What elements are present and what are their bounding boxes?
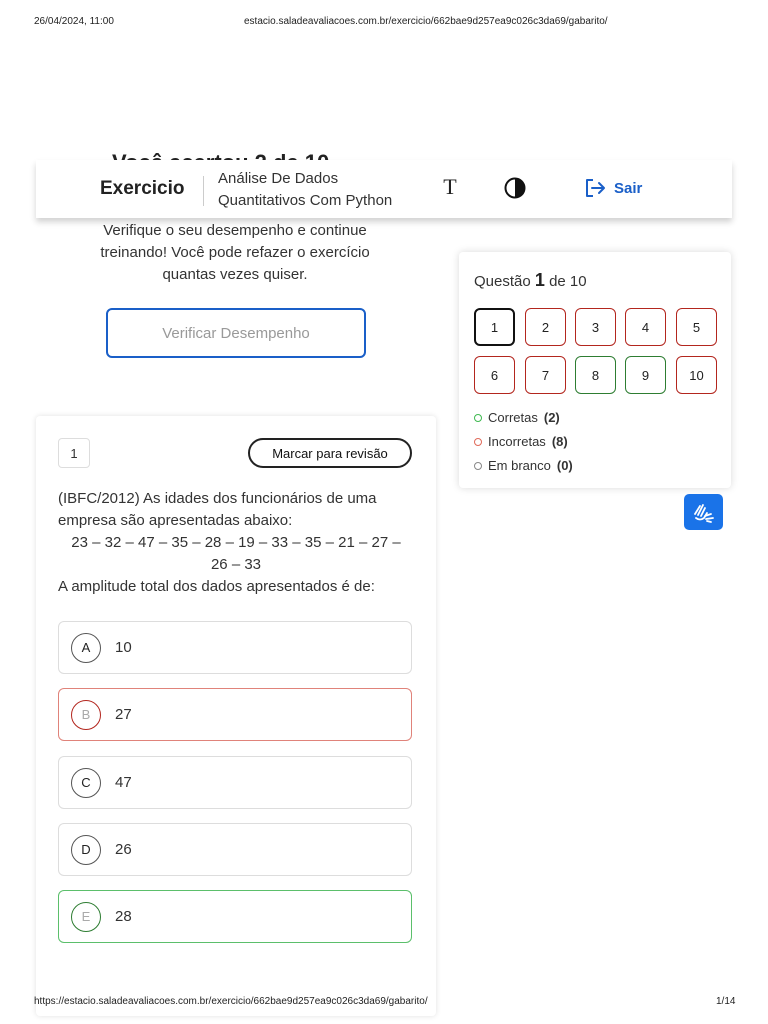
logout-button[interactable] xyxy=(584,178,642,198)
option-letter: D xyxy=(71,835,101,865)
correct-dot-icon xyxy=(474,414,482,422)
answer-option-a[interactable] xyxy=(58,621,412,674)
answer-option-d[interactable] xyxy=(58,823,412,876)
answer-option-c[interactable] xyxy=(58,756,412,809)
legend-correct xyxy=(474,406,573,430)
question-navigator xyxy=(459,252,731,488)
question-line: empresa são apresentadas abaixo: xyxy=(58,512,293,529)
option-value: 47 xyxy=(115,774,132,791)
question-button-5[interactable]: 5 xyxy=(676,308,717,346)
answer-option-e[interactable] xyxy=(58,890,412,943)
print-footer-url: https://estacio.saladeavaliacoes.com.br/exercicio/662bae9d257ea9c026c3da69/gabarito/ xyxy=(34,996,428,1007)
question-button-4[interactable]: 4 xyxy=(625,308,666,346)
question-data-line: 23 – 32 – 47 – 35 – 28 – 19 – 33 – 35 – 21 – 27 – xyxy=(71,534,401,551)
intro-line: treinando! Você pode refazer o exercício xyxy=(100,244,370,261)
intro-text xyxy=(60,220,410,286)
option-value: 28 xyxy=(115,908,132,925)
font-size-icon[interactable]: T xyxy=(443,174,457,199)
question-button-3[interactable]: 3 xyxy=(575,308,616,346)
legend-blank-label: Em branco xyxy=(488,458,551,473)
print-date: 26/04/2024, 11:00 xyxy=(34,16,114,27)
option-value: 26 xyxy=(115,841,132,858)
legend-blank xyxy=(474,454,573,478)
question-button-9[interactable]: 9 xyxy=(625,356,666,394)
sign-language-button[interactable] xyxy=(684,494,723,530)
legend-correct-count: (2) xyxy=(543,410,560,425)
legend-incorrect xyxy=(474,430,573,454)
navigator-title xyxy=(474,270,587,291)
question-button-8[interactable]: 8 xyxy=(575,356,616,394)
results-legend xyxy=(474,406,573,478)
option-letter: A xyxy=(71,633,101,663)
header-divider xyxy=(203,176,204,206)
question-button-2[interactable]: 2 xyxy=(525,308,566,346)
question-button-7[interactable]: 7 xyxy=(525,356,566,394)
navigator-prefix: Questão xyxy=(474,273,531,290)
mark-for-review-button[interactable]: Marcar para revisão xyxy=(248,438,412,468)
question-data-line: 26 – 33 xyxy=(210,556,262,573)
question-line: (IBFC/2012) As idades dos funcionários de uma xyxy=(58,490,377,507)
top-bar xyxy=(36,160,732,218)
brand-title: Exercicio xyxy=(100,178,185,199)
answer-option-b[interactable] xyxy=(58,688,412,741)
option-letter: C xyxy=(71,768,101,798)
blank-dot-icon xyxy=(474,462,482,470)
question-text xyxy=(58,488,414,598)
question-line: A amplitude total dos dados apresentados é de: xyxy=(58,578,375,595)
course-title-line2: Quantitativos Com Python xyxy=(218,192,393,209)
logout-label: Sair xyxy=(614,179,643,197)
print-url: estacio.saladeavaliacoes.com.br/exercicio/662bae9d257ea9c026c3da69/gabarito/ xyxy=(244,16,608,27)
sign-language-hands-icon xyxy=(691,500,717,524)
legend-correct-label: Corretas xyxy=(488,410,538,425)
question-number-badge: 1 xyxy=(58,438,90,468)
question-card xyxy=(36,416,436,1016)
verify-performance-button[interactable]: Verificar Desempenho xyxy=(106,308,366,358)
legend-blank-count: (0) xyxy=(556,458,573,473)
print-page-number: 1/14 xyxy=(716,996,736,1007)
incorrect-dot-icon xyxy=(474,438,482,446)
logout-icon xyxy=(584,178,606,198)
option-letter: B xyxy=(71,700,101,730)
intro-line: Verifique o seu desempenho e continue xyxy=(103,222,367,239)
option-letter: E xyxy=(71,902,101,932)
navigator-suffix: de 10 xyxy=(549,273,587,290)
contrast-icon[interactable] xyxy=(504,177,526,199)
legend-incorrect-count: (8) xyxy=(551,434,568,449)
legend-incorrect-label: Incorretas xyxy=(488,434,546,449)
question-button-10[interactable]: 10 xyxy=(676,356,717,394)
course-title-line1: Análise De Dados xyxy=(218,170,339,187)
course-title xyxy=(218,168,418,212)
intro-line: quantas vezes quiser. xyxy=(162,266,308,283)
navigator-current: 1 xyxy=(534,270,545,290)
question-button-6[interactable]: 6 xyxy=(474,356,515,394)
option-value: 10 xyxy=(115,639,132,656)
option-value: 27 xyxy=(115,706,132,723)
question-button-1[interactable]: 1 xyxy=(474,308,515,346)
